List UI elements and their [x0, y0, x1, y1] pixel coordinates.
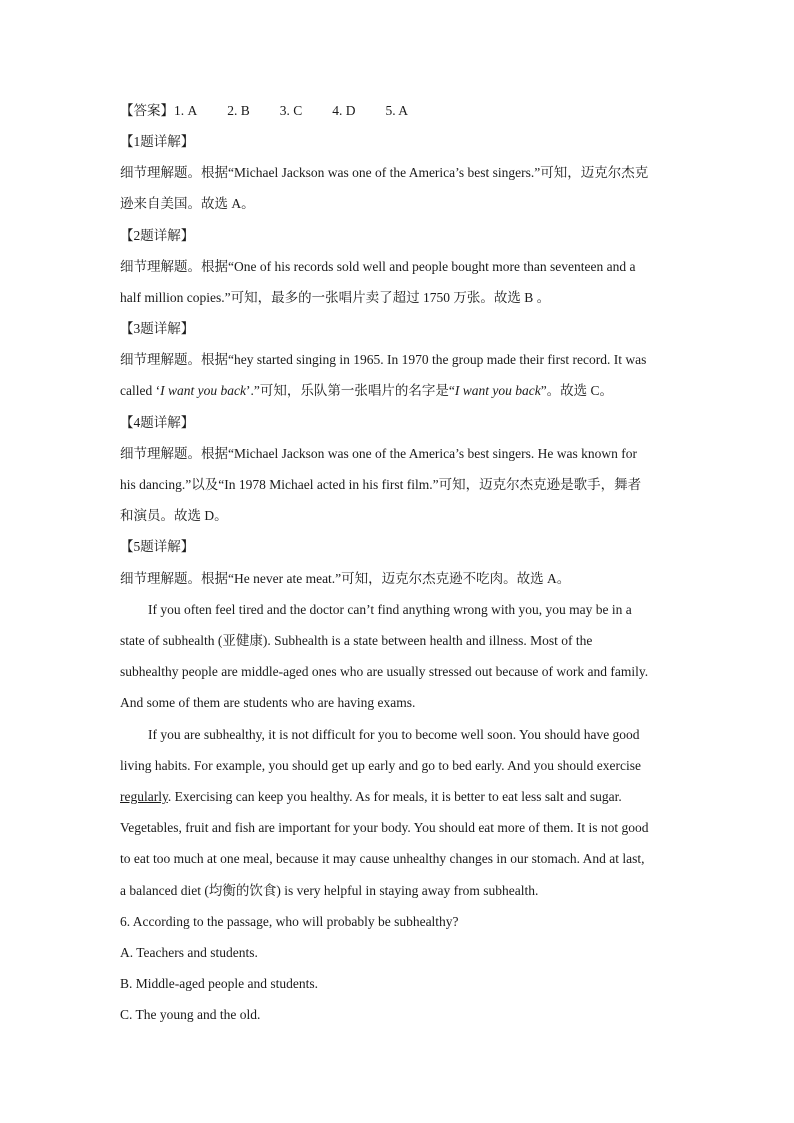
- answer-item: 2. B: [227, 103, 250, 118]
- passage-text: Vegetables, fruit and fish are important for your body. You should eat more of them. It is not good: [120, 820, 649, 835]
- detail-text: 细节理解题。根据“He never ate meat.”可知，迈克尔杰克逊不吃肉。故选 A。: [120, 571, 571, 586]
- question-option-c: C. The young and the old.: [120, 1007, 261, 1022]
- detail-text: 细节理解题。根据“hey started singing in 1965. In 1970 the group made their first record. It was: [120, 352, 647, 367]
- answer-item: 1. A: [174, 103, 198, 118]
- detail-heading-1: 【1题详解】: [120, 134, 195, 149]
- passage-text: If you often feel tired and the doctor can’t find anything wrong with you, you may be in a: [148, 602, 632, 617]
- passage-text: state of subhealth (亚健康). Subhealth is a state between health and illness. Most of the: [120, 633, 593, 648]
- detail-text: half million copies.”可知，最多的一张唱片卖了超过 1750 万张。故选 B 。: [120, 290, 551, 305]
- passage-text: [120, 787, 622, 807]
- underlined-word: regularly: [120, 789, 168, 804]
- detail-heading-5: 【5题详解】: [120, 539, 195, 554]
- detail-text: 逊来自美国。故选 A。: [120, 196, 255, 211]
- detail-heading-3: 【3题详解】: [120, 321, 195, 336]
- passage-text: subhealthy people are middle-aged ones who are usually stressed out because of work and family.: [120, 664, 649, 679]
- answer-item: 4. D: [332, 103, 356, 118]
- question-option-a: A. Teachers and students.: [120, 945, 258, 960]
- passage-text: If you are subhealthy, it is not difficult for you to become well soon. You should have good: [148, 727, 640, 742]
- detail-text-part: called ‘: [120, 383, 161, 398]
- detail-text-part: ’.”可知，乐队第一张唱片的名字是“: [245, 383, 455, 398]
- detail-text-part: ”。故选 C。: [540, 383, 614, 398]
- detail-text: 细节理解题。根据“One of his records sold well and people bought more than seventeen and a: [120, 259, 636, 274]
- detail-text: 细节理解题。根据“Michael Jackson was one of the America’s best singers. He was known for: [120, 446, 638, 461]
- answer-line: [120, 101, 408, 121]
- passage-text: And some of them are students who are having exams.: [120, 695, 416, 710]
- answer-label: 【答案】: [120, 103, 174, 118]
- record-title: I want you back: [160, 383, 246, 398]
- detail-text: [120, 381, 613, 401]
- passage-text: living habits. For example, you should get up early and go to bed early. And you should exercise: [120, 758, 642, 773]
- detail-text: 细节理解题。根据“Michael Jackson was one of the America’s best singers.”可知，迈克尔杰克: [120, 165, 649, 180]
- answer-item: 5. A: [385, 103, 409, 118]
- passage-text-part: . Exercising can keep you healthy. As for meals, it is better to eat less salt and sugar.: [167, 789, 622, 804]
- question-option-b: B. Middle-aged people and students.: [120, 976, 318, 991]
- detail-text: 和演员。故选 D。: [120, 508, 228, 523]
- detail-heading-2: 【2题详解】: [120, 228, 195, 243]
- record-title: I want you back: [454, 383, 541, 398]
- passage-text: to eat too much at one meal, because it may cause unhealthy changes in our stomach. And at last,: [120, 851, 645, 866]
- detail-heading-4: 【4题详解】: [120, 415, 195, 430]
- answer-item: 3. C: [279, 103, 303, 118]
- passage-text: a balanced diet (均衡的饮食) is very helpful in staying away from subhealth.: [120, 883, 539, 898]
- question-stem: 6. According to the passage, who will probably be subhealthy?: [120, 914, 459, 929]
- detail-text: his dancing.”以及“In 1978 Michael acted in his first film.”可知，迈克尔杰克逊是歌手，舞者: [120, 477, 642, 492]
